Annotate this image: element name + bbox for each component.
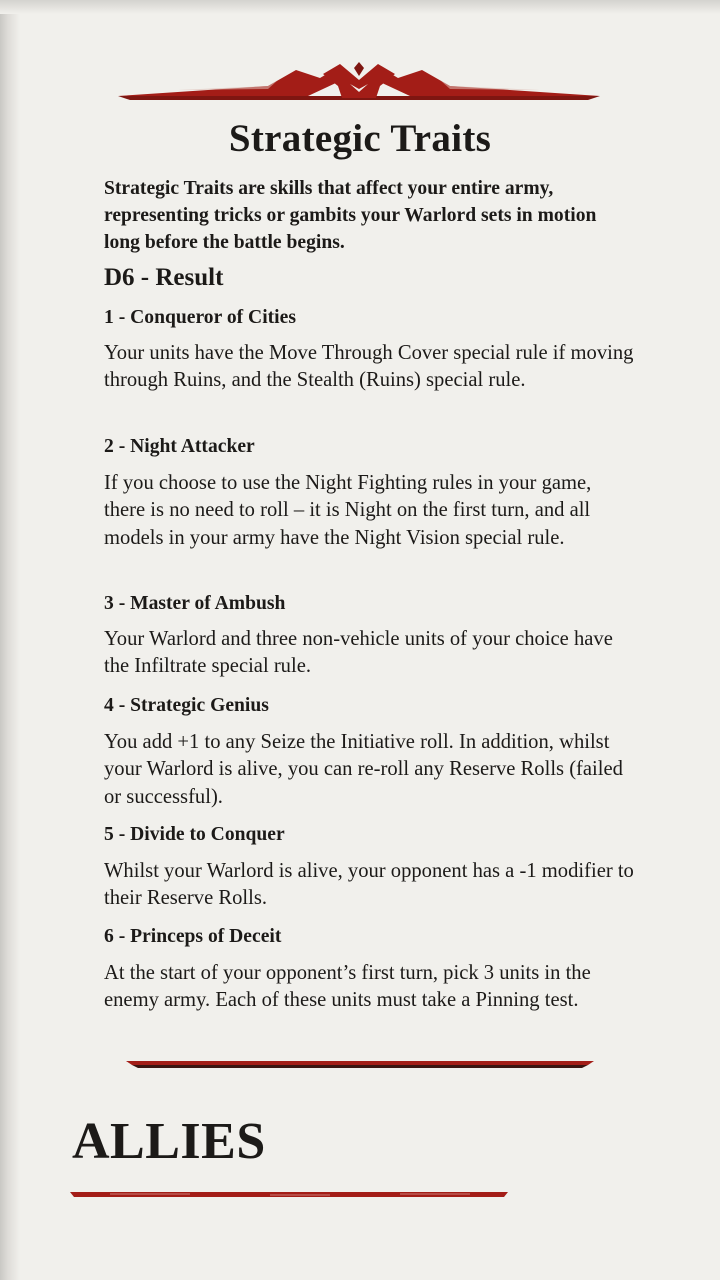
table-header: D6 - Result [104,264,224,291]
trait-heading-2: 2 - Night Attacker [104,436,255,457]
trait-text-2: If you choose to use the Night Fighting rules in your game, there is no need to roll – it is Night on the first turn, and all models in your army have the Night Vision special rule. [104,472,592,549]
page-edge-shadow [0,0,20,1280]
trait-text-4: You add +1 to any Seize the Initiative roll. In addition, whilst your Warlord is alive, you can re-roll any Reserve Rolls (failed or successful). [104,731,623,808]
intro-text: Strategic Traits are skills that affect your entire army, representing tricks or gambits your Warlord sets in motion long before the battle begins. [104,178,597,253]
page-top-shadow [0,0,720,14]
trait-heading-1: 1 - Conqueror of Cities [104,307,296,328]
page-title: Strategic Traits [228,117,492,160]
eagle-ornament-icon [118,62,600,102]
allies-heading: ALLIES [72,1113,266,1170]
trait-heading-3: 3 - Master of Ambush [104,593,286,614]
allies-underline [70,1190,508,1200]
trait-heading-5: 5 - Divide to Conquer [104,824,285,845]
trait-text-1: Your units have the Move Through Cover special rule if moving through Ruins, and the Stealth (Ruins) special rule. [104,342,634,392]
trait-text-6: At the start of your opponent’s first turn, pick 3 units in the enemy army. Each of these units must take a Pinning test. [104,962,591,1012]
trait-text-5: Whilst your Warlord is alive, your opponent has a -1 modifier to their Reserve Rolls. [104,860,634,910]
trait-text-3: Your Warlord and three non-vehicle units of your choice have the Infiltrate special rule. [104,628,613,678]
trait-heading-6: 6 - Princeps of Deceit [104,926,282,947]
section-divider [126,1058,594,1070]
trait-heading-4: 4 - Strategic Genius [104,695,269,716]
